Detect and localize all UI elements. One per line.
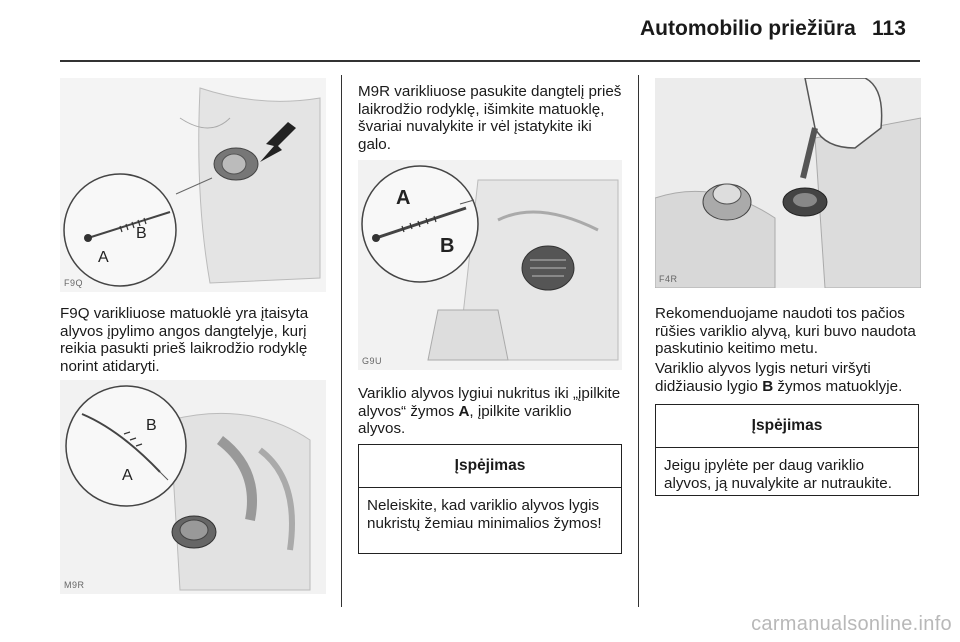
header-rule bbox=[60, 60, 920, 62]
oil-level-b-mark: B bbox=[762, 377, 774, 395]
figure-f4r-oil-filling bbox=[655, 78, 921, 288]
oil-level-b-text-1: Variklio alyvos lygis neturi viršyti didžiausio lygio bbox=[655, 360, 871, 395]
paragraph-oil-recommendation: Rekomenduojame naudoti tos pačios rūšies variklio alyvą, kuri buvo naudota paskutinio keitimo metu. bbox=[655, 305, 916, 357]
m9r-label-a: A bbox=[122, 467, 133, 484]
g9u-label-a: A bbox=[396, 187, 411, 209]
paragraph-f9q-dipstick: F9Q varikliuose matuoklė yra įtaisyta alyvos įpylimo angos dangtelyje, kurį reikia pasukti prieš laikrodžio rodyklę norint atidaryti. bbox=[60, 305, 309, 375]
paragraph-oil-level-b bbox=[655, 360, 921, 395]
oil-level-a-text-2: , įpilkite variklio alyvos. bbox=[358, 402, 572, 437]
column-divider-1 bbox=[341, 75, 342, 607]
paragraph-m9r-dipstick: M9R varikliuose pasukite dangtelį prieš laikrodžio rodyklę, išimkite matuoklę, švariai nuvalykite ir vėl įstatykite iki galo. bbox=[358, 83, 622, 153]
figure-f9q-dipstick-cap bbox=[60, 78, 326, 292]
figure-code-f9q: F9Q bbox=[64, 278, 84, 288]
figure-m9r-dipstick bbox=[60, 380, 326, 594]
warning-title-overfill: Įspėjimas bbox=[656, 405, 918, 448]
m9r-label-b: B bbox=[146, 417, 157, 434]
f9q-label-a: A bbox=[98, 249, 109, 266]
figure-code-f4r: F4R bbox=[659, 274, 678, 284]
oil-level-a-mark: A bbox=[458, 402, 470, 420]
watermark: carmanualsonline.info bbox=[751, 613, 952, 635]
page-number: 113 bbox=[872, 17, 906, 40]
figure-code-g9u: G9U bbox=[362, 356, 383, 366]
paragraph-oil-level-a bbox=[358, 385, 622, 438]
warning-box-low-oil bbox=[358, 444, 622, 554]
warning-body-low-oil: Neleiskite, kad variklio alyvos lygis nukristų žemiau minimalios žymos! bbox=[367, 497, 602, 532]
figure-g9u-dipstick bbox=[358, 160, 622, 370]
figure-code-m9r: M9R bbox=[64, 580, 85, 590]
page-header-title: Automobilio priežiūra bbox=[640, 17, 856, 40]
warning-body-overfill: Jeigu įpylėte per daug variklio alyvos, ją nuvalykite ar nutraukite. bbox=[664, 457, 892, 492]
f9q-label-b: B bbox=[136, 225, 147, 242]
oil-level-a-text-1: Variklio alyvos lygiui nukritus iki „įpilkite alyvos“ žymos bbox=[358, 385, 621, 420]
warning-title-low-oil: Įspėjimas bbox=[359, 445, 621, 488]
oil-level-b-text-2: žymos matuoklyje. bbox=[773, 377, 903, 395]
column-divider-2 bbox=[638, 75, 639, 607]
warning-box-overfill bbox=[655, 404, 919, 496]
g9u-label-b: B bbox=[440, 235, 455, 257]
